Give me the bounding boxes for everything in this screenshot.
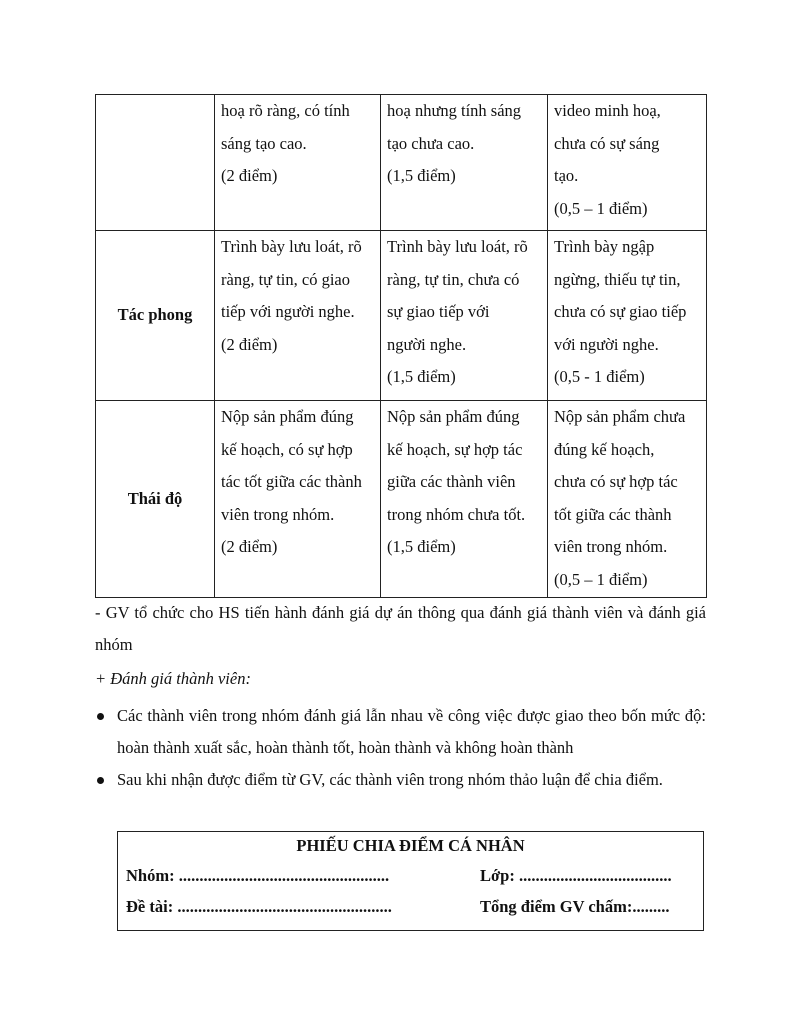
cell-text: tiếp với người nghe. — [221, 302, 355, 321]
cell-text: tạo. — [554, 166, 579, 185]
cell-text: với người nghe. — [554, 334, 659, 354]
bullet-icon — [97, 713, 104, 720]
cell-points: (0,5 - 1 điểm) — [554, 367, 645, 386]
topic-field: Đề tài: .................................................... — [126, 897, 392, 916]
rubric-row — [96, 95, 707, 231]
rubric-cell — [215, 401, 381, 598]
cell-text: tạo chưa cao. — [387, 133, 475, 153]
cell-text: Trình bày lưu loát, rõ — [221, 237, 362, 256]
cell-text: tốt giữa các thành — [554, 504, 672, 524]
rubric-cell — [381, 401, 548, 598]
cell-text: chưa có sự hợp tác — [554, 472, 678, 491]
cell-text: giữa các thành viên — [387, 472, 516, 491]
cell-text: Nộp sản phẩm chưa — [554, 407, 686, 426]
rubric-criterion — [96, 95, 215, 231]
cell-points: (2 điểm) — [221, 537, 278, 556]
rubric-cell — [381, 231, 548, 401]
bullet-icon — [97, 777, 104, 784]
cell-text: viên trong nhóm. — [221, 504, 335, 524]
rubric-criterion: Thái độ — [96, 401, 215, 598]
cell-text: đúng kế hoạch, — [554, 439, 655, 459]
member-evaluation-heading: + Đánh giá thành viên: — [95, 669, 251, 688]
rubric-cell — [215, 95, 381, 231]
cell-text: Trình bày lưu loát, rõ — [387, 237, 528, 256]
rubric-criterion: Tác phong — [96, 231, 215, 401]
cell-text: viên trong nhóm. — [554, 537, 668, 556]
cell-text: sự giao tiếp với — [387, 302, 490, 321]
rubric-row — [96, 231, 707, 401]
rubric-cell — [548, 231, 707, 401]
cell-text: ràng, tự tin, có giao — [221, 269, 350, 289]
form-row — [118, 891, 703, 922]
list-item — [95, 700, 706, 764]
cell-text: chưa có sự giao tiếp — [554, 302, 687, 321]
cell-points: (1,5 điểm) — [387, 367, 456, 386]
cell-points: (0,5 – 1 điểm) — [554, 198, 648, 218]
bullet-list — [95, 700, 706, 796]
cell-points: (1,5 điểm) — [387, 537, 456, 556]
cell-points: (0,5 – 1 điểm) — [554, 569, 648, 589]
cell-text: chưa có sự sáng — [554, 133, 660, 153]
rubric-cell — [381, 95, 548, 231]
cell-text: kế hoạch, sự hợp tác — [387, 439, 523, 459]
cell-text: tác tốt giữa các thành — [221, 472, 362, 491]
cell-points: (2 điểm) — [221, 166, 278, 185]
instruction-paragraph: - GV tổ chức cho HS tiến hành đánh giá dự án thông qua đánh giá thành viên và đánh giá nhóm — [95, 603, 706, 654]
list-item — [95, 764, 706, 796]
cell-text: kế hoạch, có sự hợp — [221, 439, 353, 459]
cell-text: Nộp sản phẩm đúng — [387, 407, 520, 426]
cell-text: hoạ nhưng tính sáng — [387, 101, 522, 120]
cell-text: người nghe. — [387, 334, 467, 354]
group-field: Nhóm: ................................................... — [126, 866, 390, 885]
rubric-cell — [215, 231, 381, 401]
cell-text: trong nhóm chưa tốt. — [387, 504, 526, 524]
rubric-cell — [548, 95, 707, 231]
score-form-box — [117, 831, 704, 931]
rubric-table — [95, 94, 707, 598]
class-field: Lớp: ..................................... — [480, 866, 672, 885]
form-title: PHIẾU CHIA ĐIỂM CÁ NHÂN — [296, 836, 525, 855]
cell-text: Nộp sản phẩm đúng — [221, 407, 354, 426]
rubric-row — [96, 401, 707, 598]
cell-points: (2 điểm) — [221, 334, 278, 354]
cell-text: ràng, tự tin, chưa có — [387, 269, 520, 289]
cell-text: video minh hoạ, — [554, 101, 661, 120]
rubric-cell — [548, 401, 707, 598]
cell-text: ngừng, thiếu tự tin, — [554, 269, 681, 289]
cell-text: sáng tạo cao. — [221, 133, 307, 153]
cell-points: (1,5 điểm) — [387, 166, 456, 185]
total-score-field: Tổng điểm GV chấm:......... — [480, 897, 670, 916]
cell-text: hoạ rõ ràng, có tính — [221, 101, 350, 120]
cell-text: Trình bày ngập — [554, 237, 655, 256]
form-row — [118, 860, 703, 891]
list-item-text: Sau khi nhận được điểm từ GV, các thành viên trong nhóm thảo luận để chia điểm. — [117, 770, 663, 789]
list-item-text: Các thành viên trong nhóm đánh giá lẫn nhau về công việc được giao theo bốn mức độ: hoàn thành xuất sắc, hoàn thành tốt, hoàn thành và không hoàn thành — [117, 706, 706, 757]
